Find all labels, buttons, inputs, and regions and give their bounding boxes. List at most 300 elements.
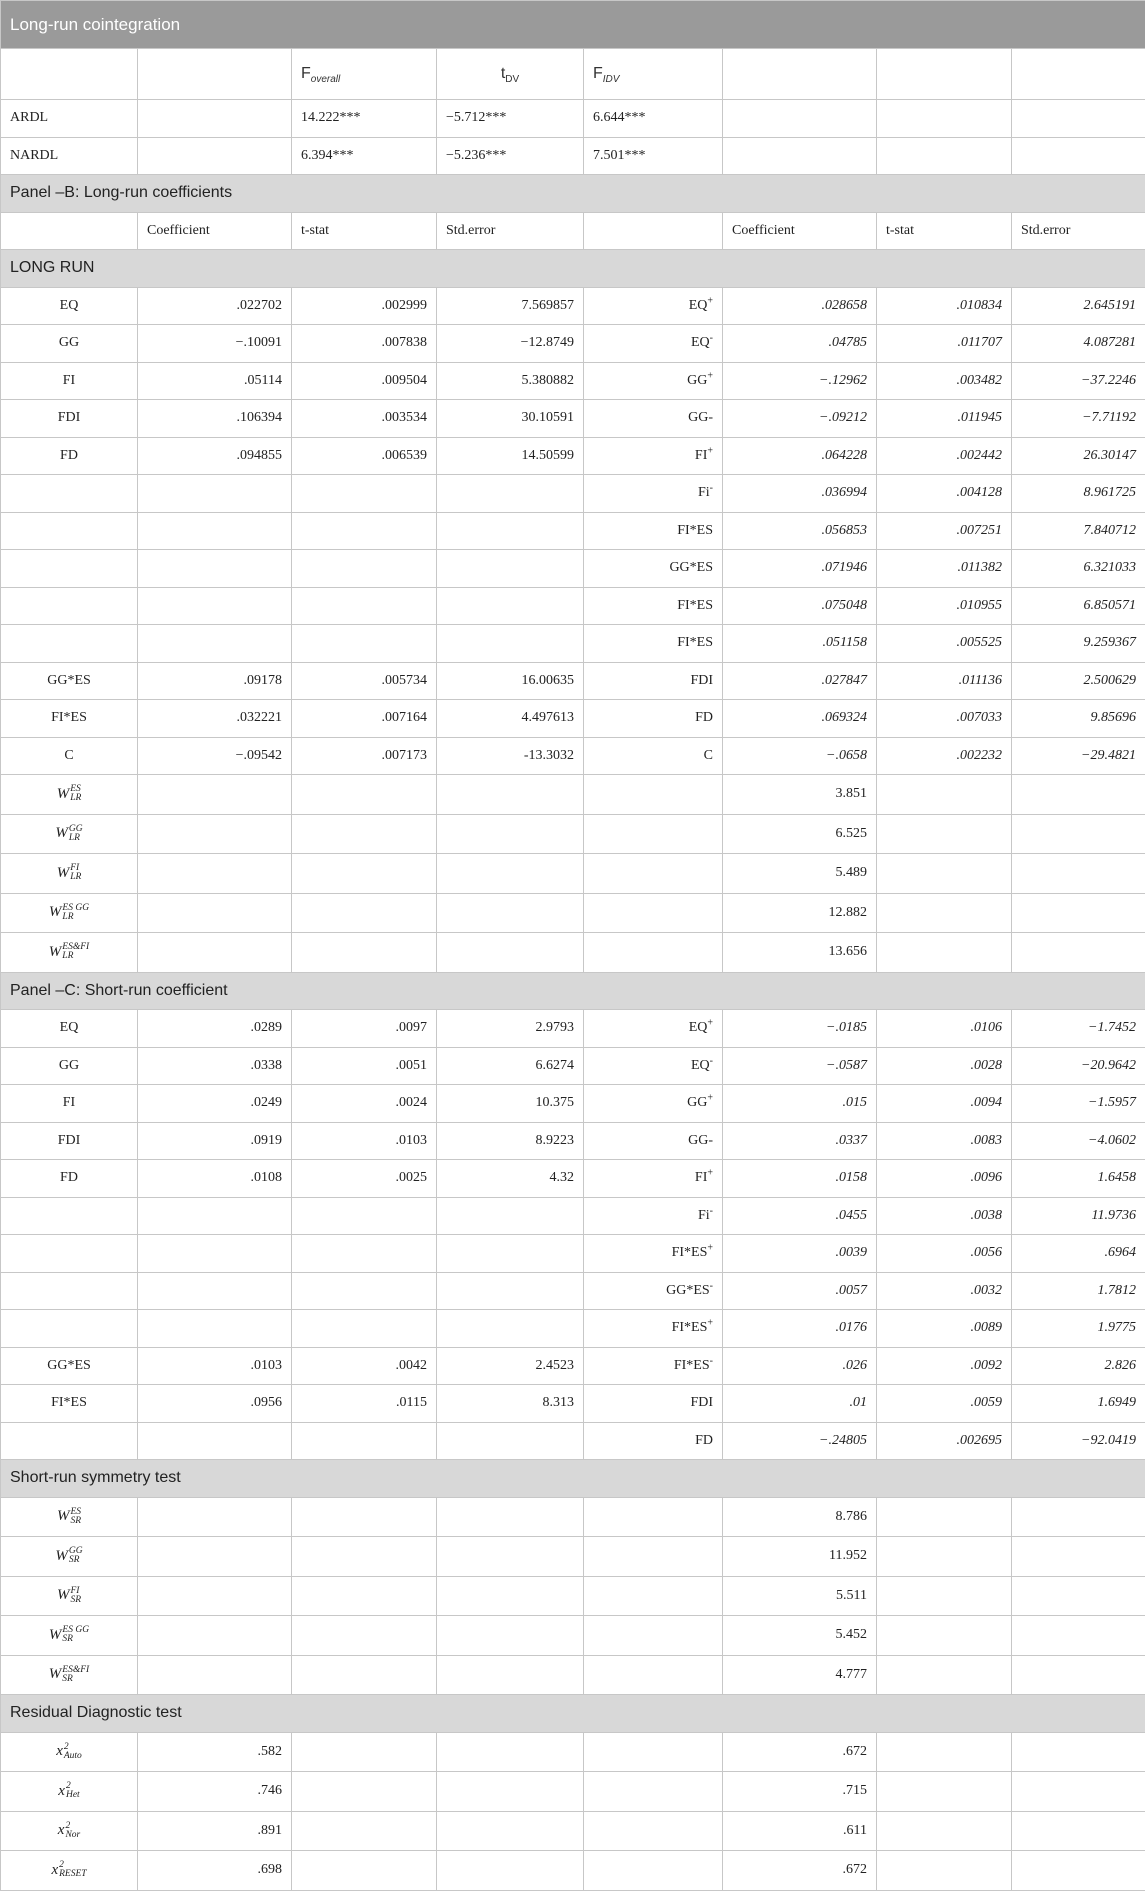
value-cell: .0092 [877,1347,1012,1385]
value-cell: .007251 [877,512,1012,550]
wald-test-row [1,1576,1145,1616]
value-cell: −1.5957 [1012,1085,1145,1123]
coefficient-row [1,1272,1145,1310]
value-cell [437,1422,584,1460]
value-cell: .051158 [723,625,877,663]
empty-cell [1012,1851,1145,1891]
empty-cell [584,1576,723,1616]
section-header-row [1,972,1145,1010]
f-overall-value: 14.222*** [292,100,437,138]
variable-label [1,1272,138,1310]
value-cell: 2.500629 [1012,662,1145,700]
t-dv-value: −5.236*** [437,137,584,175]
empty-cell [584,854,723,894]
value-cell: −1.7452 [1012,1010,1145,1048]
section-header-row [1,1460,1145,1498]
panel-b-title: Panel –B: Long-run coefficients [1,175,1145,213]
value-cell: .003534 [292,400,437,438]
empty-cell [584,893,723,933]
variable-label: FI*ES [584,512,723,550]
variable-label: FDI [1,400,138,438]
value-cell: .0106 [877,1010,1012,1048]
value-cell: .004128 [877,475,1012,513]
value-cell [138,475,292,513]
empty-cell [1012,1811,1145,1851]
variable-label: FI*ES [1,1385,138,1423]
value-cell: .0057 [723,1272,877,1310]
coefficient-row [1,512,1145,550]
value-cell [138,512,292,550]
value-cell [437,1197,584,1235]
value-cell: 6.321033 [1012,550,1145,588]
nardl-diagnostic-value: .672 [723,1732,877,1772]
coefficient-row [1,1235,1145,1273]
value-cell: 2.4523 [437,1347,584,1385]
empty-cell [1012,775,1145,815]
empty-cell [292,1497,437,1537]
empty-cell [1012,100,1145,138]
variable-label: GG+ [584,1085,723,1123]
column-header: Coefficient [723,212,877,250]
wald-value: 11.952 [723,1537,877,1577]
column-header: t-stat [877,212,1012,250]
value-cell [138,625,292,663]
empty-cell [292,1576,437,1616]
coefficient-row [1,1010,1145,1048]
coefficient-row [1,1047,1145,1085]
empty-cell [1012,1576,1145,1616]
empty-cell [584,1497,723,1537]
value-cell: .0337 [723,1122,877,1160]
empty-cell [877,1576,1012,1616]
variable-label: GG+ [584,362,723,400]
value-cell: .0115 [292,1385,437,1423]
ardl-diagnostic-value: .746 [138,1772,292,1812]
value-cell [437,475,584,513]
empty-cell [138,1616,292,1656]
value-cell: .036994 [723,475,877,513]
empty-cell [877,1616,1012,1656]
empty-cell [437,1576,584,1616]
empty-cell [877,137,1012,175]
value-cell: .0956 [138,1385,292,1423]
test-row [1,100,1145,138]
test-label: ARDL [1,100,138,138]
empty-cell [584,1811,723,1851]
empty-cell [877,1537,1012,1577]
value-cell: -13.3032 [437,737,584,775]
value-cell: .003482 [877,362,1012,400]
wald-test-row [1,854,1145,894]
empty-cell [584,814,723,854]
value-cell: .011382 [877,550,1012,588]
empty-cell [292,1811,437,1851]
value-cell: 1.7812 [1012,1272,1145,1310]
empty-cell [1012,137,1145,175]
empty-cell [877,100,1012,138]
value-cell: 9.259367 [1012,625,1145,663]
variable-label [1,1197,138,1235]
ardl-diagnostic-value: .698 [138,1851,292,1891]
value-cell: −92.0419 [1012,1422,1145,1460]
value-cell: .022702 [138,287,292,325]
value-cell: 4.497613 [437,700,584,738]
value-cell: −37.2246 [1012,362,1145,400]
variable-label: EQ+ [584,287,723,325]
value-cell: −.09212 [723,400,877,438]
value-cell: .0338 [138,1047,292,1085]
empty-cell [1012,1616,1145,1656]
variable-label: EQ- [584,1047,723,1085]
variable-label [1,1235,138,1273]
wald-test-row [1,1655,1145,1695]
value-cell [138,587,292,625]
empty-cell [437,1537,584,1577]
empty-cell [877,1732,1012,1772]
value-cell [437,625,584,663]
value-cell: 11.9736 [1012,1197,1145,1235]
variable-label: GG- [584,1122,723,1160]
empty-cell [437,933,584,973]
value-cell: 6.850571 [1012,587,1145,625]
diagnostic-row [1,1772,1145,1812]
value-cell: .0032 [877,1272,1012,1310]
wald-test-row [1,933,1145,973]
nardl-diagnostic-value: .611 [723,1811,877,1851]
empty-cell [584,1537,723,1577]
chi-square-label: x 2 Nor [1,1811,138,1851]
empty-cell [584,1772,723,1812]
variable-label: GG*ES- [584,1272,723,1310]
value-cell: .069324 [723,700,877,738]
empty-cell [877,1772,1012,1812]
coefficient-row [1,1385,1145,1423]
wald-statistic-label: W GG SR [1,1537,138,1577]
empty-cell [877,854,1012,894]
chi-square-label: x 2 Auto [1,1732,138,1772]
coefficient-row [1,625,1145,663]
coefficient-row [1,1122,1145,1160]
value-cell: .002999 [292,287,437,325]
value-cell: −.24805 [723,1422,877,1460]
empty-cell [138,933,292,973]
variable-label [1,625,138,663]
variable-label: FD [1,1160,138,1198]
wald-statistic-label: W GG LR [1,814,138,854]
empty-cell [292,775,437,815]
empty-cell [437,1616,584,1656]
coefficient-row [1,587,1145,625]
value-cell: .0089 [877,1310,1012,1348]
variable-label: EQ [1,1010,138,1048]
variable-label: GG [1,1047,138,1085]
coefficient-row [1,1160,1145,1198]
empty-cell [584,1616,723,1656]
wald-value: 5.511 [723,1576,877,1616]
variable-label: FD [584,1422,723,1460]
empty-cell [292,854,437,894]
chi-square-label: x 2 RESET [1,1851,138,1891]
coefficient-row [1,287,1145,325]
value-cell: 10.375 [437,1085,584,1123]
variable-label: FI+ [584,437,723,475]
empty-cell [292,1772,437,1812]
empty-cell [1012,1655,1145,1695]
wald-value: 6.525 [723,814,877,854]
value-cell: −7.71192 [1012,400,1145,438]
wald-statistic-label: W ES&FI LR [1,933,138,973]
coefficient-row [1,1347,1145,1385]
value-cell: −.09542 [138,737,292,775]
empty-cell [877,893,1012,933]
empty-cell [584,1655,723,1695]
wald-value: 8.786 [723,1497,877,1537]
value-cell: 1.6458 [1012,1160,1145,1198]
variable-label [1,1422,138,1460]
value-cell: 7.840712 [1012,512,1145,550]
empty-cell [437,1655,584,1695]
wald-statistic-label: W ES&FI SR [1,1655,138,1695]
diagnostic-row [1,1811,1145,1851]
value-cell: .005525 [877,625,1012,663]
value-cell: .071946 [723,550,877,588]
column-header: Coefficient [138,212,292,250]
value-cell: .0038 [877,1197,1012,1235]
empty-cell [584,1732,723,1772]
value-cell: 16.00635 [437,662,584,700]
value-cell: .010955 [877,587,1012,625]
empty-cell [138,775,292,815]
value-cell [437,587,584,625]
value-cell: .006539 [292,437,437,475]
value-cell: 9.85696 [1012,700,1145,738]
value-cell: .09178 [138,662,292,700]
wald-value: 5.452 [723,1616,877,1656]
value-cell [292,587,437,625]
value-cell [292,1197,437,1235]
value-cell: .0056 [877,1235,1012,1273]
column-header: t-stat [292,212,437,250]
test-header-row [1,49,1145,100]
value-cell: 7.569857 [437,287,584,325]
empty-cell [1012,1772,1145,1812]
variable-label: FDI [584,662,723,700]
value-cell: 8.961725 [1012,475,1145,513]
empty-cell [1012,933,1145,973]
column-header-row [1,212,1145,250]
value-cell: .011945 [877,400,1012,438]
wald-statistic-label: W FI SR [1,1576,138,1616]
wald-test-row [1,1537,1145,1577]
empty-cell [1012,814,1145,854]
empty-cell [138,49,292,100]
empty-cell [437,1732,584,1772]
diagnostic-row [1,1732,1145,1772]
empty-cell [1012,1732,1145,1772]
empty-cell [292,1732,437,1772]
value-cell: −.12962 [723,362,877,400]
variable-label: FI*ES+ [584,1310,723,1348]
value-cell [437,550,584,588]
value-cell: .007164 [292,700,437,738]
value-cell: 2.9793 [437,1010,584,1048]
residual-title: Residual Diagnostic test [1,1695,1145,1733]
value-cell: .0051 [292,1047,437,1085]
variable-label: FI*ES+ [584,1235,723,1273]
value-cell: .0028 [877,1047,1012,1085]
empty-cell [584,933,723,973]
empty-cell [877,933,1012,973]
wald-test-row [1,1616,1145,1656]
value-cell [138,1272,292,1310]
value-cell: .0083 [877,1122,1012,1160]
chi-square-label: x 2 Het [1,1772,138,1812]
value-cell: .011136 [877,662,1012,700]
value-cell: .015 [723,1085,877,1123]
variable-label: FD [1,437,138,475]
variable-label [1,1310,138,1348]
value-cell: 8.313 [437,1385,584,1423]
value-cell [437,512,584,550]
empty-cell [138,100,292,138]
value-cell: .0094 [877,1085,1012,1123]
section-header-row [1,1695,1145,1733]
wald-value: 13.656 [723,933,877,973]
value-cell: .011707 [877,325,1012,363]
empty-cell [877,1655,1012,1695]
section-header-row [1,175,1145,213]
empty-cell [138,854,292,894]
empty-cell [138,1576,292,1616]
empty-cell [292,814,437,854]
variable-label: FDI [1,1122,138,1160]
column-header: Std.error [437,212,584,250]
wald-statistic-label: W FI LR [1,854,138,894]
value-cell [292,1272,437,1310]
coefficient-row [1,1422,1145,1460]
value-cell: .05114 [138,362,292,400]
empty-cell [723,49,877,100]
value-cell: 2.826 [1012,1347,1145,1385]
coefficient-row [1,437,1145,475]
variable-label: EQ [1,287,138,325]
empty-cell [877,1811,1012,1851]
variable-label: GG [1,325,138,363]
value-cell: .002695 [877,1422,1012,1460]
empty-cell [138,1497,292,1537]
value-cell: .0158 [723,1160,877,1198]
value-cell: .094855 [138,437,292,475]
value-cell: .026 [723,1347,877,1385]
value-cell [138,1422,292,1460]
empty-cell [1012,854,1145,894]
value-cell [292,1310,437,1348]
variable-label: EQ- [584,325,723,363]
coefficient-row [1,662,1145,700]
value-cell: .0042 [292,1347,437,1385]
coefficient-row [1,400,1145,438]
value-cell: .0455 [723,1197,877,1235]
wald-statistic-label: W ES GG SR [1,1616,138,1656]
value-cell: .106394 [138,400,292,438]
value-cell: .04785 [723,325,877,363]
value-cell: .010834 [877,287,1012,325]
t-dv-header: $t_{DV}$ [437,49,584,100]
empty-cell [877,1851,1012,1891]
variable-label [1,512,138,550]
value-cell: 4.087281 [1012,325,1145,363]
empty-cell [723,137,877,175]
value-cell: .009504 [292,362,437,400]
empty-cell [437,1497,584,1537]
empty-cell [877,775,1012,815]
value-cell [437,1310,584,1348]
value-cell: 4.32 [437,1160,584,1198]
empty-cell [437,893,584,933]
value-cell: .056853 [723,512,877,550]
coefficient-row [1,325,1145,363]
value-cell: .032221 [138,700,292,738]
value-cell: .0108 [138,1160,292,1198]
empty-cell [877,814,1012,854]
value-cell: −12.8749 [437,325,584,363]
empty-cell [1,49,138,100]
value-cell: .0249 [138,1085,292,1123]
coefficient-row [1,737,1145,775]
variable-label [1,550,138,588]
empty-cell [877,1497,1012,1537]
value-cell: .028658 [723,287,877,325]
variable-label: GG*ES [1,1347,138,1385]
value-cell [292,1235,437,1273]
value-cell [437,1235,584,1273]
empty-cell [138,137,292,175]
value-cell: .005734 [292,662,437,700]
empty-cell [584,212,723,250]
empty-cell [292,1616,437,1656]
wald-value: 4.777 [723,1655,877,1695]
test-row [1,137,1145,175]
value-cell: −20.9642 [1012,1047,1145,1085]
value-cell [292,625,437,663]
variable-label: Fi- [584,475,723,513]
variable-label [1,587,138,625]
value-cell: −.0658 [723,737,877,775]
value-cell: .0097 [292,1010,437,1048]
value-cell [138,1235,292,1273]
variable-label: GG*ES [1,662,138,700]
empty-cell [138,893,292,933]
empty-cell [723,100,877,138]
value-cell: .0059 [877,1385,1012,1423]
empty-cell [437,814,584,854]
empty-cell [437,1811,584,1851]
variable-label: GG- [584,400,723,438]
variable-label: EQ+ [584,1010,723,1048]
f-overall-value: 6.394*** [292,137,437,175]
variable-label: FI*ES [1,700,138,738]
empty-cell [584,775,723,815]
variable-label: FD [584,700,723,738]
variable-label: FDI [584,1385,723,1423]
variable-label: C [584,737,723,775]
wald-value: 3.851 [723,775,877,815]
empty-cell [437,775,584,815]
coefficient-row [1,700,1145,738]
table-title-row [1,1,1145,49]
wald-test-row [1,775,1145,815]
variable-label: FI [1,1085,138,1123]
